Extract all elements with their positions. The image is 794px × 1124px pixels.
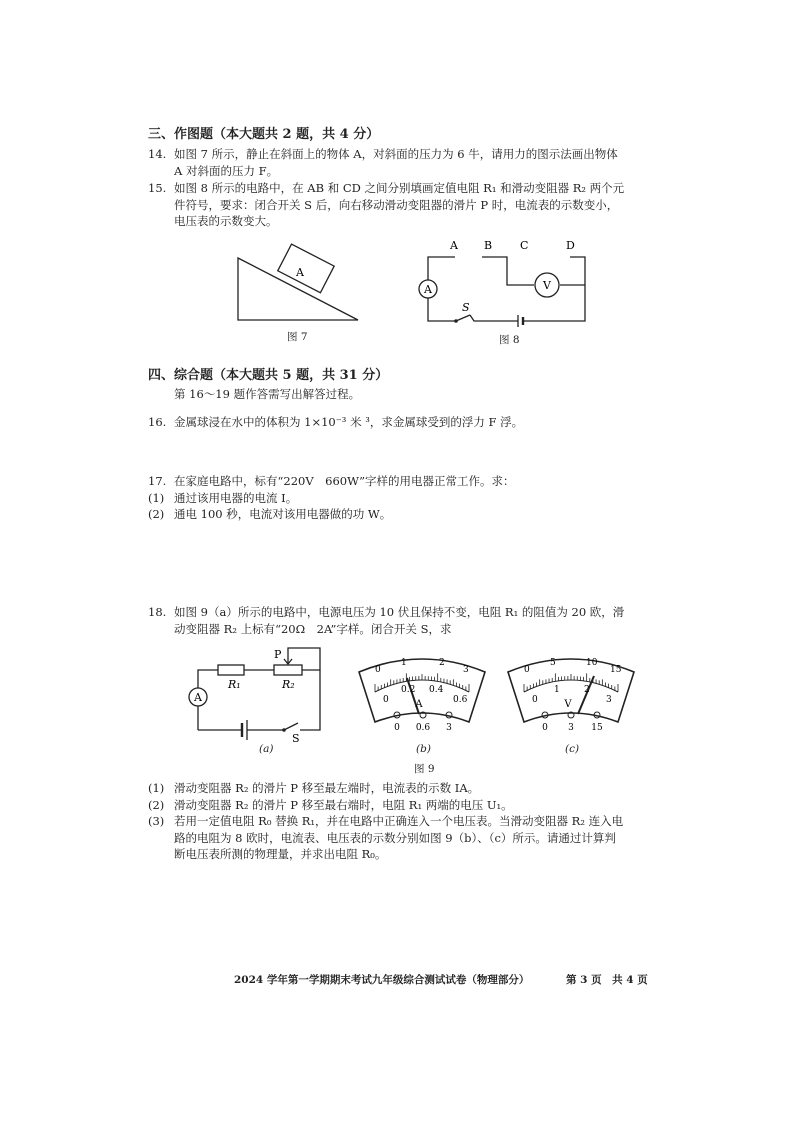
q18-line1: 如图 9（a）所示的电路中，电源电压为 10 伏且保持不变，电阻 R₁ 的阻值为 20 欧，滑 [174,605,625,619]
q14-line2: A 对斜面的压力 F。 [174,163,279,178]
q17-part2-number: (2) [148,507,165,521]
question-17 [148,473,515,523]
label-d: D [566,239,575,252]
wire [198,670,218,688]
figure-9a-circuit [180,642,340,752]
tick-label: 5 [550,658,556,668]
tick-label: 0 [524,665,530,675]
figure-7-incline [230,240,370,325]
terminal-icon [420,712,426,718]
tick-label: 3 [606,695,612,705]
r1-label: R₁ [228,678,241,691]
ammeter-terminals [388,710,460,734]
voltmeter-terminals [536,710,608,734]
label-b: B [484,239,493,252]
q18-part2-number: (2) [148,797,165,812]
q18-number: 18. [148,605,167,619]
q17-part2: 通电 100 秒，电流对该用电器做的功 W。 [174,507,392,521]
question-18-parts [148,780,623,863]
tick-label: 15 [610,665,622,675]
q18-part3-line1: 若用一定值电阻 R₀ 替换 R₁，并在电路中正确连入一个电压表。当滑动变阻器 R₂ 连入电 [174,814,624,828]
terminal-icon [394,712,400,718]
switch-contact [454,319,458,323]
q18-part2: 滑动变阻器 R₂ 的滑片 P 移至最右端时，电阻 R₁ 两端的电压 U₁。 [174,797,513,812]
tick-label: 0.4 [429,685,444,695]
figure-8-caption: 图 8 [499,334,520,346]
tick-label: 0 [532,695,538,705]
q18-part3-number: (3) [148,814,165,828]
q18-part1: 滑动变阻器 R₂ 的滑片 P 移至最左端时，电流表的示数 IA。 [174,781,480,795]
slider-wire [288,648,320,670]
q15-number: 15. [148,181,167,195]
q16-text: 金属球浸在水中的体积为 1×10⁻³ 米 ³，求金属球受到的浮力 F 浮。 [174,415,524,429]
fig9c-label: (c) [565,743,580,755]
figure-7-caption: 图 7 [287,331,308,343]
terminal-label: 0.6 [415,723,431,733]
switch-lever [456,315,470,321]
q17-number: 17. [148,474,167,488]
resistor-r1 [218,665,244,675]
switch-label: S [292,732,300,745]
block-a [278,244,334,293]
tick-label: 1 [401,658,407,668]
section4-heading: 四、综合题（本大题共 5 题，共 31 分） [148,368,389,383]
wire [428,298,456,321]
tick-label: 3 [463,665,469,675]
rheostat-r2 [274,665,302,675]
q18-part1-number: (1) [148,781,165,795]
fig9b-label: (b) [416,743,431,755]
tick-label: 0 [383,695,389,705]
question-18-intro [148,604,624,637]
terminal-label: 0 [542,723,548,733]
label-c: C [520,239,529,252]
block-a-label: A [296,266,304,279]
section3-heading: 三、作图题（本大题共 2 题，共 4 分） [148,127,380,142]
terminal-icon [568,712,574,718]
r2-label: R₂ [282,678,295,691]
q14-line1: 如图 7 所示，静止在斜面上的物体 A，对斜面的压力为 6 牛，请用力的图示法画出物体 [174,147,618,161]
tick-label: 0 [375,665,381,675]
q15-line1: 如图 8 所示的电路中，在 AB 和 CD 之间分别填画定值电阻 R₁ 和滑动变阻器 R₂ 两个元 [174,181,625,195]
wire [470,315,518,321]
figure-9-caption: 图 9 [414,763,435,775]
q16-number: 16. [148,415,167,429]
fig9a-label: (a) [259,743,274,755]
tick-label: 1 [554,685,560,695]
q17-text: 在家庭电路中，标有“220V 660W”字样的用电器正常工作。求： [174,474,515,488]
q17-part1-number: (1) [148,490,165,505]
q17-part1: 通过该用电器的电流 I。 [174,490,298,505]
wire [428,257,455,280]
q18-part3-line3: 断电压表所测的物理量，并求出电阻 R₀。 [174,847,387,861]
figure-8-circuit [410,235,600,330]
terminal-icon [446,712,452,718]
ammeter-label: A [194,691,202,704]
tick-label: 2 [439,658,445,668]
q14-number: 14. [148,147,167,161]
terminal-label: 0 [394,723,400,733]
wire [482,257,534,285]
footer-page-number: 第 3 页 共 4 页 [566,974,648,986]
dial-unit: V [564,699,572,710]
terminal-label: 3 [568,723,574,733]
tick-label: 2 [584,685,590,695]
question-15 [148,180,624,230]
terminal-icon [542,712,548,718]
question-14 [148,146,618,179]
terminal-label: 3 [446,723,452,733]
question-16 [148,414,523,431]
q18-part3-line2: 路的电阻为 8 欧时，电流表、电压表的示数分别如图 9（b）、（c）所示。请通过计算判 [174,830,616,845]
ammeter-label: A [424,283,432,296]
slider-p-label: P [274,648,282,661]
terminal-label: 15 [591,723,603,733]
terminal-icon [594,712,600,718]
switch-label: S [462,301,470,314]
switch-contact [282,728,286,732]
footer-title: 2024 学年第一学期期末考试九年级综合测试试卷（物理部分） [234,974,530,986]
q18-line2: 动变阻器 R₂ 上标有“20Ω 2A”字样。闭合开关 S，求 [174,621,452,636]
dial-unit: A [415,699,423,710]
q15-line2: 件符号，要求：闭合开关 S 后，向右移动滑动变阻器的滑片 P 时，电流表的示数变小， [174,197,619,212]
q15-line3: 电压表的示数变大。 [174,214,278,228]
section4-note: 第 16～19 题作答需写出解答过程。 [174,387,361,401]
switch-lever [284,723,298,730]
wire [300,670,320,730]
voltmeter-label: V [543,279,551,292]
tick-label: 0.2 [401,685,416,695]
tick-label: 10 [586,658,598,668]
tick-label: 0.6 [453,695,468,705]
label-a: A [450,239,458,252]
